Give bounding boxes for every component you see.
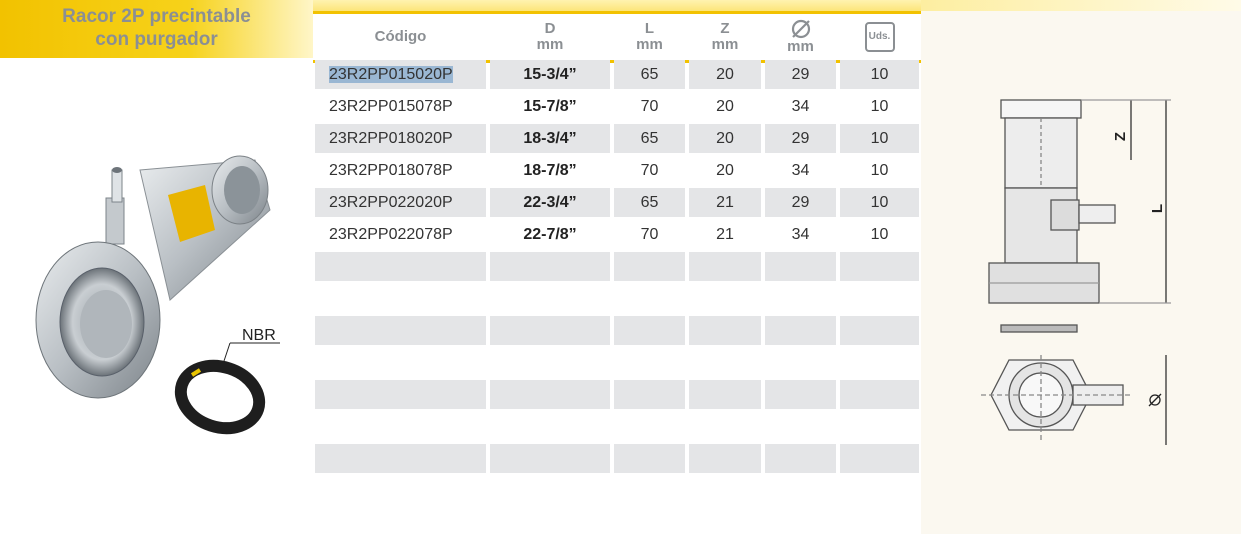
- table-cell-hex: 29: [765, 124, 836, 153]
- table-cell-uds: 10: [840, 60, 919, 89]
- empty-cell: [315, 412, 486, 441]
- table-cell-d: 22-3/4”: [490, 188, 610, 217]
- table-cell-l: 70: [614, 92, 685, 121]
- empty-cell: [490, 348, 610, 377]
- table-header: [313, 11, 921, 63]
- table-cell-z: 20: [689, 124, 761, 153]
- header-accent: [313, 0, 921, 11]
- empty-cell: [840, 476, 919, 505]
- empty-cell: [614, 380, 685, 409]
- table-cell-l: 65: [614, 60, 685, 89]
- col-header-d-unit: mm: [536, 36, 564, 53]
- col-header-uds: [840, 14, 919, 60]
- empty-cell: [840, 252, 919, 281]
- technical-drawing: [921, 0, 1241, 534]
- empty-cell: [315, 444, 486, 473]
- empty-cell: [614, 348, 685, 377]
- empty-cell: [765, 316, 836, 345]
- col-header-codigo-label: Código: [374, 28, 427, 45]
- empty-cell: [840, 380, 919, 409]
- empty-cell: [614, 284, 685, 313]
- col-header-z-unit: mm: [711, 36, 739, 53]
- empty-cell: [315, 380, 486, 409]
- table-cell-uds: 10: [840, 220, 919, 249]
- table-cell-z: 20: [689, 60, 761, 89]
- table-cell-hex: 34: [765, 156, 836, 185]
- diameter-dimension-icon: [1147, 392, 1163, 408]
- empty-cell: [315, 252, 486, 281]
- empty-cell: [765, 284, 836, 313]
- table-cell-hex: 34: [765, 220, 836, 249]
- empty-cell: [315, 316, 486, 345]
- table-cell-d: 15-7/8”: [490, 92, 610, 121]
- product-title-line1: Racor 2P precintable: [62, 6, 251, 27]
- empty-cell: [840, 444, 919, 473]
- empty-cell: [614, 252, 685, 281]
- empty-cell: [689, 284, 761, 313]
- col-header-l-unit: mm: [636, 36, 663, 53]
- table-cell-uds: 10: [840, 188, 919, 217]
- col-header-hex-unit: mm: [787, 38, 814, 55]
- empty-cell: [689, 316, 761, 345]
- selected-code-highlight[interactable]: 23R2PP015020P: [329, 66, 453, 83]
- table-cell-d: 15-3/4”: [490, 60, 610, 89]
- table-cell-hex: 29: [765, 188, 836, 217]
- empty-cell: [490, 284, 610, 313]
- empty-cell: [840, 348, 919, 377]
- product-title-line2: con purgador: [95, 29, 218, 50]
- table-cell-uds: 10: [840, 124, 919, 153]
- dimension-z-label: Z: [1112, 131, 1130, 142]
- empty-cell: [840, 412, 919, 441]
- diameter-icon: [790, 19, 812, 39]
- empty-cell: [765, 444, 836, 473]
- table-cell-hex: 34: [765, 92, 836, 121]
- empty-cell: [315, 284, 486, 313]
- table-cell-codigo: 23R2PP018078P: [315, 156, 486, 185]
- col-header-hex: [765, 14, 836, 60]
- table-cell-hex: 29: [765, 60, 836, 89]
- empty-cell: [765, 348, 836, 377]
- empty-cell: [614, 444, 685, 473]
- empty-cell: [765, 252, 836, 281]
- empty-cell: [614, 316, 685, 345]
- col-header-codigo: [315, 14, 486, 60]
- empty-cell: [490, 476, 610, 505]
- empty-cell: [840, 284, 919, 313]
- col-header-uds-label: Uds.: [868, 31, 891, 42]
- package-icon: [865, 22, 895, 52]
- table-cell-l: 70: [614, 156, 685, 185]
- table-cell-l: 70: [614, 220, 685, 249]
- table-cell-z: 20: [689, 156, 761, 185]
- empty-cell: [840, 316, 919, 345]
- table-cell-d: 22-7/8”: [490, 220, 610, 249]
- col-header-d: [490, 14, 610, 60]
- col-header-l: [614, 14, 685, 60]
- empty-cell: [765, 412, 836, 441]
- table-cell-z: 21: [689, 220, 761, 249]
- empty-cell: [490, 380, 610, 409]
- table-cell-d: 18-7/8”: [490, 156, 610, 185]
- empty-cell: [490, 252, 610, 281]
- table-cell-uds: 10: [840, 92, 919, 121]
- technical-drawing-panel: [921, 0, 1241, 534]
- table-cell-l: 65: [614, 188, 685, 217]
- col-header-d-label: D: [544, 20, 556, 37]
- empty-cell: [614, 412, 685, 441]
- empty-cell: [689, 476, 761, 505]
- empty-cell: [490, 444, 610, 473]
- title-band: [0, 0, 313, 58]
- empty-cell: [490, 412, 610, 441]
- empty-cell: [315, 348, 486, 377]
- dimension-l-label: L: [1149, 203, 1167, 214]
- empty-cell: [689, 348, 761, 377]
- gasket-label: NBR: [242, 327, 276, 344]
- product-table: [313, 0, 921, 534]
- table-cell-d: 18-3/4”: [490, 124, 610, 153]
- empty-cell: [689, 380, 761, 409]
- table-cell-uds: 10: [840, 156, 919, 185]
- table-cell-codigo: 23R2PP022078P: [315, 220, 486, 249]
- col-header-z: [689, 14, 761, 60]
- empty-cell: [614, 476, 685, 505]
- empty-cell: [490, 316, 610, 345]
- table-cell-l: 65: [614, 124, 685, 153]
- table-cell-codigo: 23R2PP015078P: [315, 92, 486, 121]
- table-cell-codigo: 23R2PP022020P: [315, 188, 486, 217]
- empty-cell: [765, 476, 836, 505]
- table-cell-z: 20: [689, 92, 761, 121]
- empty-cell: [689, 252, 761, 281]
- empty-cell: [689, 444, 761, 473]
- empty-cell: [315, 476, 486, 505]
- empty-cell: [765, 380, 836, 409]
- empty-cell: [689, 412, 761, 441]
- table-cell-codigo: [315, 60, 486, 89]
- col-header-z-label: Z: [720, 20, 730, 37]
- table-cell-codigo: 23R2PP018020P: [315, 124, 486, 153]
- table-cell-z: 21: [689, 188, 761, 217]
- col-header-l-label: L: [644, 20, 655, 37]
